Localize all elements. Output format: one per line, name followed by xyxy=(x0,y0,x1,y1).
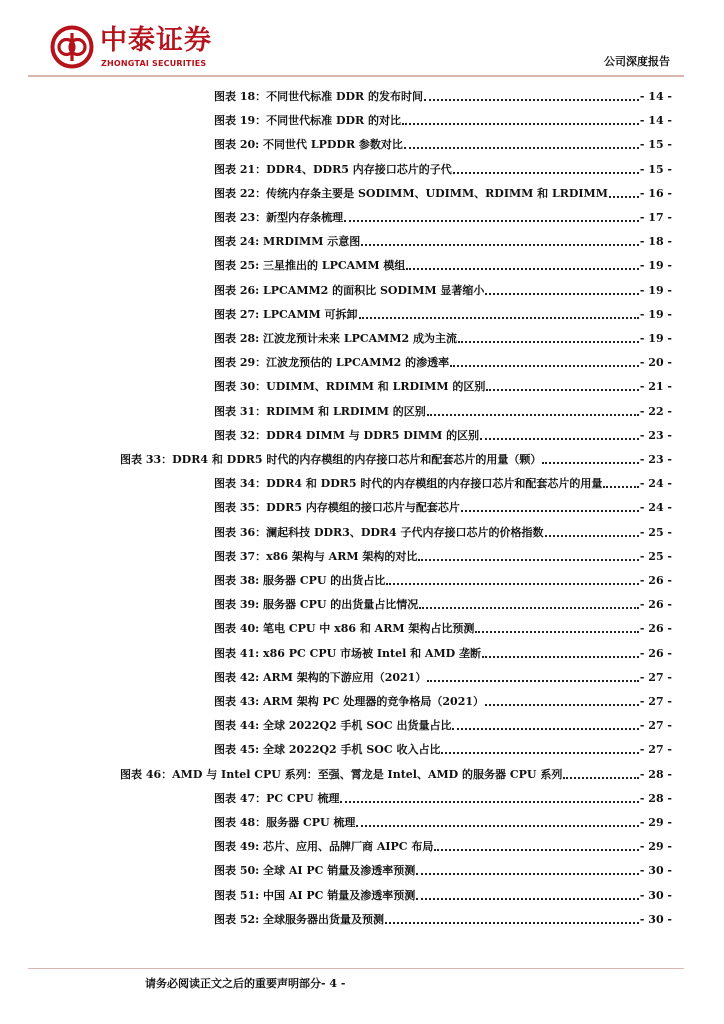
toc-entry-label: 图表 34：DDR4 和 DDR5 时代的内存模组的内存接口芯片和配套芯片的用量 xyxy=(214,477,603,491)
toc-entry-page: - 26 - xyxy=(639,646,672,660)
toc-entry-label: 图表 20: 不同世代 LPDDR 参数对比 xyxy=(214,138,403,152)
toc-entry[interactable] xyxy=(214,403,672,421)
logo-wordmark-en: ZHONGTAI SECURITIES xyxy=(101,59,207,68)
toc-entry-label: 图表 44: 全球 2022Q2 手机 SOC 出货量占比 xyxy=(214,719,452,733)
toc-entry-label: 图表 36：澜起科技 DDR3、DDR4 子代内存接口芯片的价格指数 xyxy=(214,525,544,539)
toc-dot-leader xyxy=(441,751,638,754)
toc-entry[interactable] xyxy=(214,838,672,856)
toc-entry[interactable] xyxy=(214,354,672,372)
toc-dot-leader xyxy=(458,340,639,343)
toc-entry[interactable] xyxy=(214,233,672,251)
report-type-label: 公司深度报告 xyxy=(604,55,670,68)
toc-entry-page: - 24 - xyxy=(639,501,672,515)
toc-entry[interactable] xyxy=(214,499,672,517)
toc-entry-label: 图表 27: LPCAMM 可拆卸 xyxy=(214,307,358,321)
toc-dot-leader xyxy=(359,316,639,319)
toc-entry-label: 图表 29：江波龙预估的 LPCAMM2 的渗透率 xyxy=(214,356,450,370)
toc-entry[interactable] xyxy=(214,136,672,154)
toc-dot-leader xyxy=(402,122,639,125)
toc-entry-label: 图表 33：DDR4 和 DDR5 时代的内存模组的内存接口芯片和配套芯片的用量（颗） xyxy=(120,453,542,466)
toc-entry-page: - 19 - xyxy=(639,283,672,297)
toc-entry-label: 图表 48：服务器 CPU 梳理 xyxy=(214,816,356,829)
toc-entry[interactable] xyxy=(214,112,672,130)
toc-entry-page: - 28 - xyxy=(639,767,672,781)
toc-entry-page: - 14 - xyxy=(639,114,672,128)
toc-entry[interactable] xyxy=(214,161,672,179)
toc-entry-page: - 19 - xyxy=(639,259,672,273)
toc-entry[interactable] xyxy=(214,282,672,300)
toc-entry[interactable] xyxy=(120,766,672,784)
toc-entry-page: - 19 - xyxy=(639,332,672,345)
toc-entry-label: 图表 19：不同世代标准 DDR 的对比 xyxy=(214,114,402,128)
toc-dot-leader xyxy=(416,897,639,900)
toc-entry[interactable] xyxy=(214,572,672,590)
toc-dot-leader xyxy=(485,703,639,706)
toc-dot-leader xyxy=(453,171,639,174)
toc-entry[interactable] xyxy=(214,524,672,542)
toc-entry-page: - 30 - xyxy=(639,888,672,902)
toc-entry-page: - 27 - xyxy=(639,719,672,733)
toc-entry-label: 图表 32：DDR4 DIMM 与 DDR5 DIMM 的区别 xyxy=(214,428,480,442)
toc-entry-page: - 21 - xyxy=(639,380,672,394)
toc-dot-leader xyxy=(486,388,639,391)
toc-dot-leader xyxy=(427,679,639,682)
toc-entry-label: 图表 25: 三星推出的 LPCAMM 模组 xyxy=(214,259,406,273)
toc-entry-page: - 15 - xyxy=(639,162,672,176)
toc-dot-leader xyxy=(424,98,639,101)
toc-dot-leader xyxy=(461,509,639,512)
toc-entry-page: - 25 - xyxy=(639,549,672,563)
toc-entry-page: - 22 - xyxy=(639,404,672,418)
toc-dot-leader xyxy=(609,195,639,198)
toc-entry[interactable] xyxy=(214,475,672,493)
toc-entry[interactable] xyxy=(214,645,672,663)
page-header xyxy=(0,0,724,80)
toc-entry-label: 图表 51: 中国 AI PC 销量及渗透率预测 xyxy=(214,888,416,902)
toc-entry-page: - 30 - xyxy=(639,912,672,926)
toc-entry[interactable] xyxy=(214,814,672,832)
toc-entry-page: - 26 - xyxy=(639,622,672,636)
toc-entry[interactable] xyxy=(214,427,672,445)
toc-entry-page: - 15 - xyxy=(639,138,672,152)
toc-entry-label: 图表 38: 服务器 CPU 的出货占比 xyxy=(214,574,386,587)
toc-entry-label: 图表 35：DDR5 内存模组的接口芯片与配套芯片 xyxy=(214,501,460,515)
toc-dot-leader xyxy=(450,364,639,367)
toc-dot-leader xyxy=(361,243,639,246)
toc-entry-page: - 18 - xyxy=(639,235,672,249)
toc-entry-label: 图表 18：不同世代标准 DDR 的发布时间 xyxy=(214,90,424,103)
toc-dot-leader xyxy=(340,800,638,803)
toc-entry-page: - 24 - xyxy=(639,477,672,491)
toc-dot-leader xyxy=(406,267,639,270)
toc-entry[interactable] xyxy=(214,620,672,638)
toc-entry-label: 图表 23：新型内存条梳理 xyxy=(214,211,344,224)
toc-entry[interactable] xyxy=(214,596,672,614)
toc-dot-leader xyxy=(356,824,638,827)
toc-entry-page: - 17 - xyxy=(639,211,672,224)
toc-entry[interactable] xyxy=(214,862,672,880)
toc-entry[interactable] xyxy=(214,306,672,324)
toc-dot-leader xyxy=(427,413,639,416)
toc-entry-page: - 29 - xyxy=(639,816,672,829)
toc-entry-page: - 19 - xyxy=(639,307,672,321)
toc-entry[interactable] xyxy=(214,185,672,203)
toc-entry-page: - 16 - xyxy=(639,186,672,200)
toc-entry-label: 图表 50: 全球 AI PC 销量及渗透率预测 xyxy=(214,864,416,878)
toc-entry-label: 图表 52: 全球服务器出货量及预测 xyxy=(214,912,385,926)
toc-entry[interactable] xyxy=(120,451,672,469)
toc-entry-page: - 20 - xyxy=(639,356,672,370)
toc-entry-page: - 27 - xyxy=(639,695,672,708)
toc-dot-leader xyxy=(416,872,639,875)
toc-entry-page: - 26 - xyxy=(639,574,672,587)
toc-dot-leader xyxy=(482,655,639,658)
toc-entry[interactable] xyxy=(214,790,672,808)
toc-dot-leader xyxy=(563,776,639,779)
toc-entry[interactable] xyxy=(214,911,672,929)
footer-divider xyxy=(28,968,684,969)
toc-entry-page: - 26 - xyxy=(639,598,672,612)
toc-entry-label: 图表 43: ARM 架构 PC 处理器的竞争格局（2021） xyxy=(214,695,485,708)
toc-dot-leader xyxy=(386,582,639,585)
toc-dot-leader xyxy=(475,630,639,633)
toc-entry-page: - 27 - xyxy=(639,743,672,757)
toc-entry-label: 图表 37：x86 架构与 ARM 架构的对比 xyxy=(214,549,418,563)
toc-dot-leader xyxy=(419,606,639,609)
toc-entry-page: - 28 - xyxy=(639,791,672,805)
toc-entry-label: 图表 41: x86 PC CPU 市场被 Intel 和 AMD 垄断 xyxy=(214,646,481,660)
toc-dot-leader xyxy=(418,558,639,561)
toc-entry-label: 图表 47：PC CPU 梳理 xyxy=(214,791,340,805)
toc-entry[interactable] xyxy=(214,693,672,711)
toc-entry-label: 图表 46：AMD 与 Intel CPU 系列：至强、霄龙是 Intel、AMD 的服务器 CPU 系列 xyxy=(120,767,563,781)
toc-entry[interactable] xyxy=(214,330,672,348)
logo-wordmark-cn: 中泰证券 xyxy=(100,25,212,56)
toc-dot-leader xyxy=(480,437,639,440)
toc-entry-label: 图表 49: 芯片、应用、品牌厂商 AIPC 布局 xyxy=(214,840,434,854)
toc-dot-leader xyxy=(603,485,639,488)
toc-entry[interactable] xyxy=(214,548,672,566)
footer-disclaimer: 请务必阅读正文之后的重要声明部分- 4 - xyxy=(145,977,346,990)
toc-entry[interactable] xyxy=(214,378,672,396)
toc-entry-label: 图表 24: MRDIMM 示意图 xyxy=(214,235,361,249)
toc-dot-leader xyxy=(452,727,638,730)
toc-entry-label: 图表 21：DDR4、DDR5 内存接口芯片的子代 xyxy=(214,162,452,176)
toc-dot-leader xyxy=(542,461,639,464)
toc-entry[interactable] xyxy=(214,257,672,275)
toc-dot-leader xyxy=(434,848,638,851)
toc-entry[interactable] xyxy=(214,887,672,905)
toc-dot-leader xyxy=(385,921,639,924)
toc-entry-page: - 23 - xyxy=(639,428,672,442)
toc-dot-leader xyxy=(344,219,639,222)
toc-entry-page: - 27 - xyxy=(639,670,672,684)
toc-entry-label: 图表 30：UDIMM、RDIMM 和 LRDIMM 的区别 xyxy=(214,380,486,394)
toc-dot-leader xyxy=(485,292,639,295)
toc-dot-leader xyxy=(404,146,639,149)
toc-entry-page: - 25 - xyxy=(639,525,672,539)
toc-entry-page: - 23 - xyxy=(639,453,672,466)
toc-entry-label: 图表 40: 笔电 CPU 中 x86 和 ARM 架构占比预测 xyxy=(214,622,475,636)
toc-entry-label: 图表 26: LPCAMM2 的面积比 SODIMM 显著缩小 xyxy=(214,283,485,297)
toc-entry-label: 图表 42: ARM 架构的下游应用（2021） xyxy=(214,670,427,684)
toc-entry[interactable] xyxy=(214,669,672,687)
zhongtai-logo-icon xyxy=(50,25,94,69)
toc-entry-label: 图表 22：传统内存条主要是 SODIMM、UDIMM、RDIMM 和 LRDIMM xyxy=(214,186,608,200)
header-divider xyxy=(28,75,684,77)
toc-entry-label: 图表 45: 全球 2022Q2 手机 SOC 收入占比 xyxy=(214,743,441,757)
toc-entry-page: - 14 - xyxy=(639,90,672,103)
toc-entry[interactable] xyxy=(214,741,672,759)
toc-entry-label: 图表 28: 江波龙预计未来 LPCAMM2 成为主流 xyxy=(214,332,457,345)
toc-entry[interactable] xyxy=(214,717,672,735)
toc-entry-label: 图表 39: 服务器 CPU 的出货量占比情况 xyxy=(214,598,419,612)
toc-dot-leader xyxy=(545,534,639,537)
toc-entry-label: 图表 31：RDIMM 和 LRDIMM 的区别 xyxy=(214,404,426,418)
toc-entry-page: - 29 - xyxy=(639,840,672,854)
toc-entry[interactable] xyxy=(214,209,672,227)
toc-entry[interactable] xyxy=(214,88,672,106)
toc-entry-page: - 30 - xyxy=(639,864,672,878)
